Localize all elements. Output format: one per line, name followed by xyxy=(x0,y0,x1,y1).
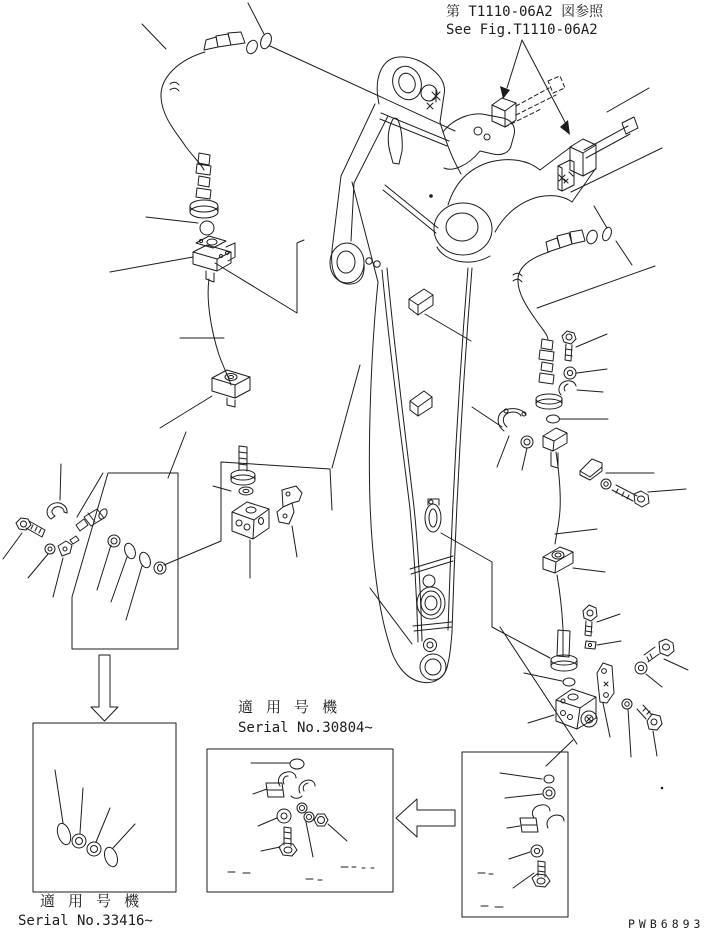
drawing-code: PWB6893 xyxy=(628,917,705,930)
seal-ring xyxy=(543,787,555,799)
hose-clip xyxy=(278,772,296,786)
hose-clamp-a xyxy=(543,428,567,468)
washer xyxy=(601,479,611,489)
elbow-pipe xyxy=(551,630,577,671)
hose xyxy=(161,52,205,170)
right-grease-line xyxy=(497,206,688,757)
down-arrow xyxy=(91,655,118,721)
detail-box-bottom-right xyxy=(462,752,568,917)
clamp-half xyxy=(498,409,526,431)
washer xyxy=(297,803,307,813)
hose xyxy=(208,279,231,385)
hose-clip xyxy=(299,780,315,793)
adapter-bolt xyxy=(231,446,255,485)
hose-clip xyxy=(547,815,564,828)
mount-plate xyxy=(277,486,302,524)
hose-end-fitting xyxy=(546,226,613,252)
bottom-right-box-parts xyxy=(478,740,663,907)
hose-clip xyxy=(532,805,550,818)
hose xyxy=(555,452,560,544)
grease-fitting xyxy=(536,339,562,409)
o-ring xyxy=(138,551,153,569)
fitting xyxy=(585,641,596,649)
washer xyxy=(304,812,314,822)
middle-applicability-serial: Serial No.30804~ xyxy=(238,720,373,736)
o-ring xyxy=(102,846,120,869)
washer xyxy=(277,809,291,823)
bottom-left-applicability-label: 適 用 号 機 xyxy=(40,892,142,910)
wedge-bracket xyxy=(580,459,602,480)
elbow-fitting xyxy=(58,536,79,556)
middle-applicability-label: 適 用 号 機 xyxy=(238,698,340,716)
hose xyxy=(557,575,563,629)
o-ring xyxy=(123,542,138,560)
washer xyxy=(108,535,120,547)
bolt xyxy=(562,331,576,361)
middle-box-parts xyxy=(228,759,374,880)
reference-note-en: See Fig.T1110-06A2 xyxy=(446,22,598,38)
bolt xyxy=(532,861,550,887)
clamp-block xyxy=(520,818,538,832)
grease-valve-block xyxy=(556,689,597,729)
left-grease-line xyxy=(110,3,455,578)
arrowhead-left xyxy=(500,86,510,99)
washer xyxy=(531,845,543,857)
hose-clamp-upper xyxy=(193,236,235,282)
bolt xyxy=(644,639,674,662)
hose xyxy=(518,252,549,339)
detail-box-bottom-left xyxy=(33,723,176,892)
reference-note-jp: 第 T1110-06A2 図参照 xyxy=(446,4,604,20)
plug xyxy=(290,759,304,769)
detail-box-middle xyxy=(207,749,393,892)
o-ring xyxy=(239,487,253,495)
o-ring xyxy=(55,822,73,847)
bolt xyxy=(612,485,649,507)
grease-fitting xyxy=(190,153,218,218)
plug xyxy=(563,678,575,686)
seal-ring xyxy=(154,562,166,574)
plug xyxy=(544,775,554,783)
snap-ring xyxy=(47,503,67,519)
side-link xyxy=(330,104,388,284)
hose-guide-bracket-lower xyxy=(410,391,432,416)
plug xyxy=(547,415,560,423)
hose-clamp-lower xyxy=(212,370,250,407)
washer xyxy=(622,699,632,709)
left-parts-cluster xyxy=(3,464,166,620)
bottom-left-box-parts xyxy=(55,770,135,868)
hose-guide-bracket-upper xyxy=(409,289,433,315)
mount-plate xyxy=(597,663,614,703)
bottom-left-applicability-serial: Serial No.33416~ xyxy=(18,913,153,929)
grease-valve-block xyxy=(232,502,269,539)
washer xyxy=(45,544,55,554)
left-arrow xyxy=(396,799,455,837)
washer xyxy=(521,436,533,448)
grommet xyxy=(425,499,441,532)
hose-clip xyxy=(559,381,576,395)
clamp-block xyxy=(266,783,284,797)
excavator-arm xyxy=(366,57,472,683)
washer xyxy=(72,834,86,848)
hose-clamp-b xyxy=(543,547,573,573)
nut xyxy=(314,814,328,826)
washer xyxy=(635,662,647,674)
see-fig-leaders xyxy=(500,40,570,135)
o-ring xyxy=(200,221,214,235)
bolt xyxy=(583,605,597,636)
washer xyxy=(564,367,576,379)
bolt xyxy=(637,705,662,730)
bolt xyxy=(16,518,45,537)
washer xyxy=(87,842,101,856)
bolt xyxy=(279,827,297,856)
hose-end-fitting xyxy=(204,32,273,56)
